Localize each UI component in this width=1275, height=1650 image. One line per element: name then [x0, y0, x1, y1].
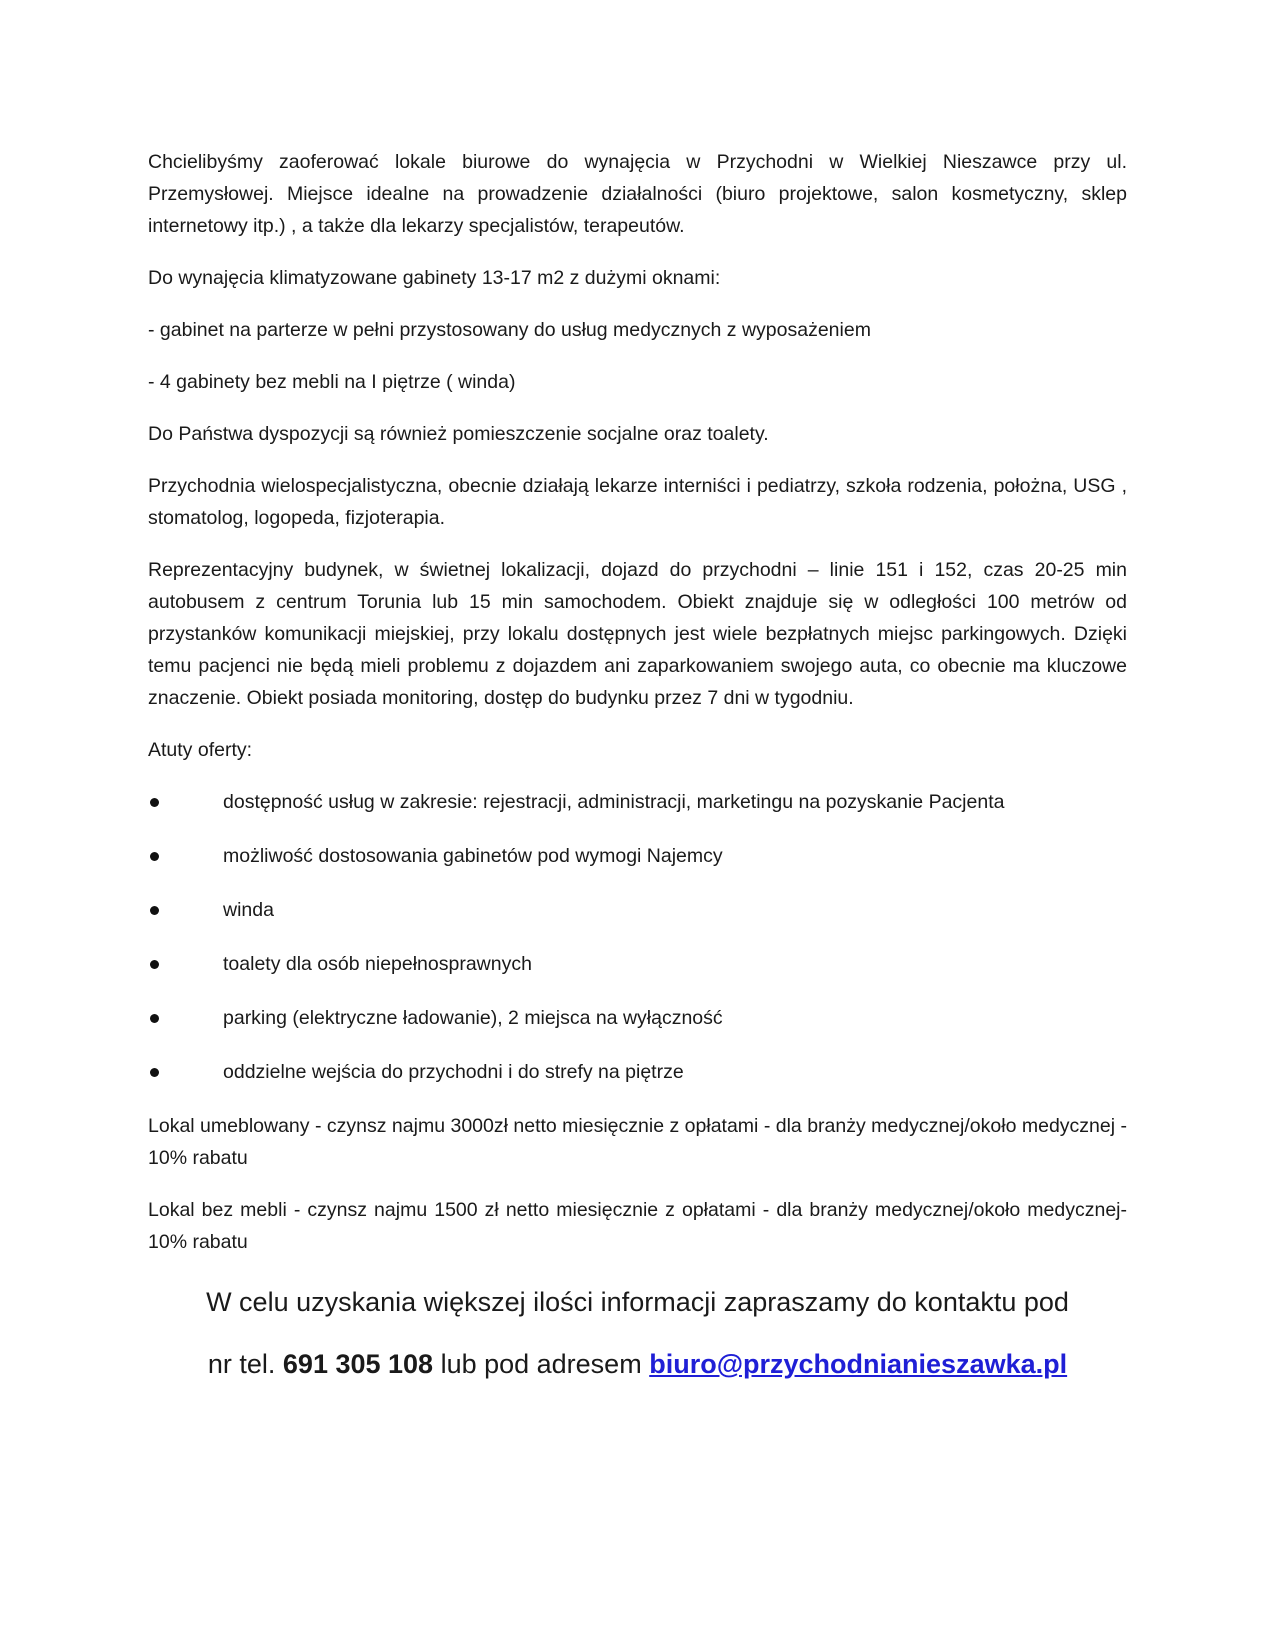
room-first-floor: - 4 gabinety bez mebli na I piętrze ( winda) — [148, 371, 516, 393]
bullet-icon — [150, 1014, 159, 1023]
list-item-text: parking (elektryczne ładowanie), 2 miejsca na wyłączność — [223, 1007, 723, 1029]
list-item — [148, 786, 1127, 818]
phone-prefix: nr tel. — [207, 1349, 283, 1379]
list-item-text: możliwość dostosowania gabinetów pod wymogi Najemcy — [223, 845, 723, 867]
advantages-heading: Atuty oferty: — [148, 739, 253, 761]
list-item-text: dostępność usług w zakresie: rejestracji, administracji, marketingu na pozyskanie Pacjenta — [223, 791, 1005, 813]
list-item-text: toalety dla osób niepełnosprawnych — [223, 953, 532, 975]
rooms-paragraph: Do wynajęcia klimatyzowane gabinety 13-17 m2 z dużymi oknami: — [148, 267, 721, 289]
email-prefix: lub pod adresem — [433, 1349, 650, 1379]
list-item — [148, 840, 1127, 872]
unfurnished-price-paragraph: Lokal bez mebli - czynsz najmu 1500 zł netto miesięcznie z opłatami - dla branży medycznej/około medycznej- 10% rabatu — [148, 1199, 1127, 1253]
email-link[interactable]: biuro@przychodnianieszawka.pl — [649, 1349, 1068, 1379]
bullet-icon — [150, 1068, 159, 1077]
furnished-price-paragraph: Lokal umeblowany - czynsz najmu 3000zł netto miesięcznie z opłatami - dla branży medycznej/około medycznej - 10% rabatu — [148, 1115, 1127, 1169]
bullet-icon — [150, 906, 159, 915]
advantages-list — [148, 786, 1127, 1088]
list-item-text: winda — [223, 899, 274, 921]
document-page — [148, 146, 1127, 1382]
bullet-icon — [150, 852, 159, 861]
clinic-paragraph: Przychodnia wielospecjalistyczna, obecnie działają lekarze interniści i pediatrzy, szkoła rodzenia, położna, USG , stomatolog, logopeda, fizjoterapia. — [148, 475, 1127, 529]
list-item — [148, 948, 1127, 980]
bullet-icon — [150, 798, 159, 807]
room-ground-floor: - gabinet na parterze w pełni przystosowany do usług medycznych z wyposażeniem — [148, 319, 871, 341]
list-item — [148, 894, 1127, 926]
list-item — [148, 1056, 1127, 1088]
contact-line-2 — [148, 1346, 1127, 1382]
phone-number: 691 305 108 — [282, 1349, 434, 1379]
intro-paragraph: Chcielibyśmy zaoferować lokale biurowe do wynajęcia w Przychodni w Wielkiej Nieszawce przy ul. Przemysłowej. Miejsce idealne na prowadzenie działalności (biuro projektowe, salon kosmetyczny, sklep internetowy itp.) , a także dla lekarzy specjalistów, terapeutów. — [148, 151, 1127, 237]
bullet-icon — [150, 960, 159, 969]
contact-line-1: W celu uzyskania większej ilości informacji zapraszamy do kontaktu pod — [206, 1287, 1069, 1317]
social-paragraph: Do Państwa dyspozycji są również pomieszczenie socjalne oraz toalety. — [148, 423, 769, 445]
list-item — [148, 1002, 1127, 1034]
building-paragraph: Reprezentacyjny budynek, w świetnej lokalizacji, dojazd do przychodni – linie 151 i 152, czas 20-25 min autobusem z centrum Torunia lub 15 min samochodem. Obiekt znajduje się w odległości 100 metrów od przystanków komunikacji miejskiej, przy lokalu dostępnych jest wiele bezpłatnych miejsc parkingowych. Dzięki temu pacjenci nie będą mieli problemu z dojazdem ani zaparkowaniem swojego auta, co obecnie ma kluczowe znaczenie. Obiekt posiada monitoring, dostęp do budynku przez 7 dni w tygodniu. — [148, 559, 1127, 709]
list-item-text: oddzielne wejścia do przychodni i do strefy na piętrze — [223, 1061, 684, 1083]
